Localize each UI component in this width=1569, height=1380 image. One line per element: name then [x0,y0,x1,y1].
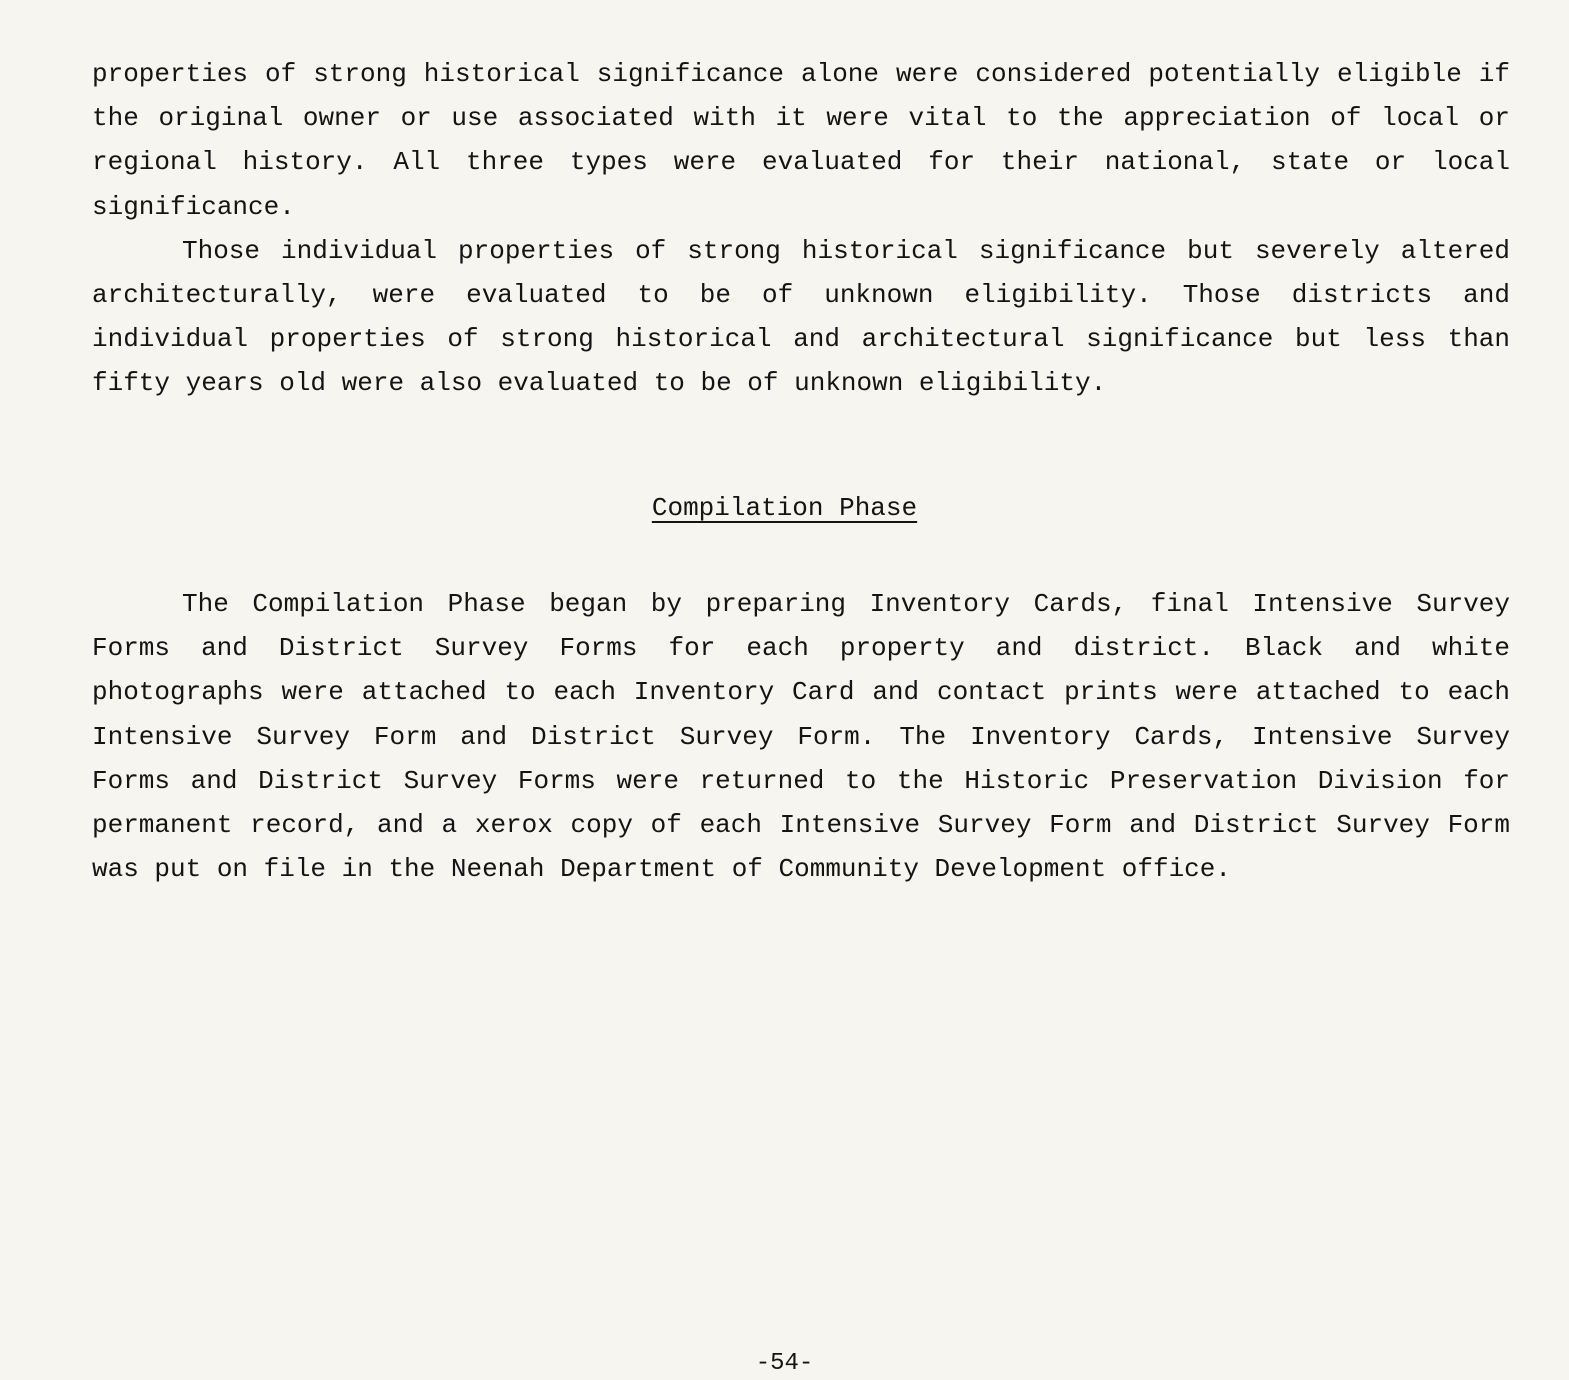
body-text-bottom [92,582,1510,891]
page-number: -54- [755,1350,814,1377]
paragraph-continuation: properties of strong historical significance alone were considered potentially eligible if the original owner or use associated with it were vital to the appreciation of local or regional history. All three types were evaluated for their national, state or local significance. [92,59,1510,222]
body-text-top [92,52,1510,406]
paragraph-compilation: The Compilation Phase began by preparing Inventory Cards, final Intensive Survey Forms and District Survey Forms for each property and district. Black and white photographs were attached to each Inventory Card and contact prints were attached to each Intensive Survey Form and District Survey Form. The Inventory Cards, Intensive Survey Forms and District Survey Forms were returned to the Historic Preservation Division for permanent record, and a xerox copy of each Intensive Survey Form and District Survey Form was put on file in the Neenah Department of Community Development office. [92,589,1510,885]
paragraph-eligibility: Those individual properties of strong historical significance but severely altered architecturally, were evaluated to be of unknown eligibility. Those districts and individual properties of strong historical and architectural significance but less than fifty years old were also evaluated to be of unknown eligibility. [92,235,1510,399]
section-heading: Compilation Phase [651,493,918,523]
